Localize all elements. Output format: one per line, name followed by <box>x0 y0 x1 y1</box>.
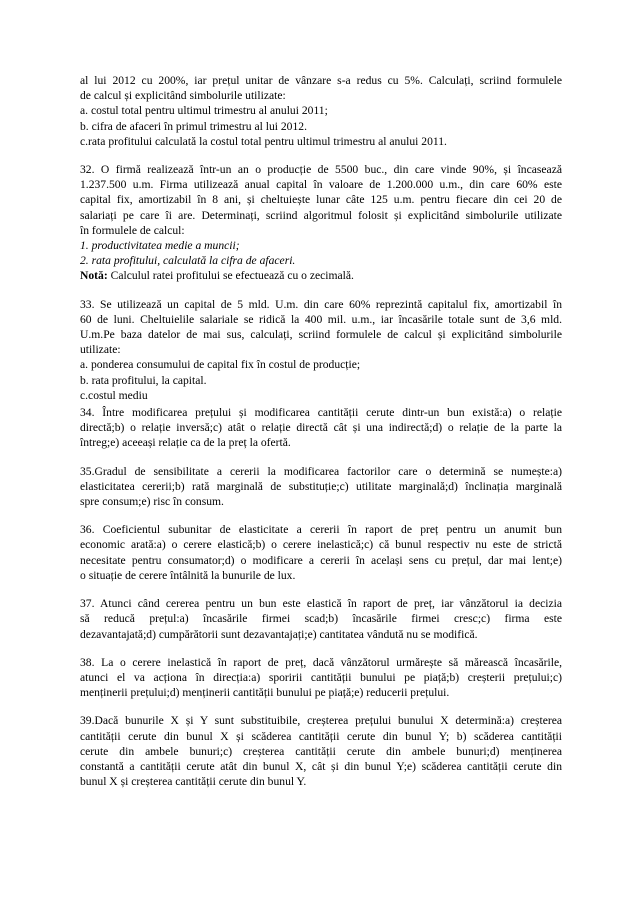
text-line: 36. Coeficientul subunitar de elasticitate a cererii în raport de preț pentru un anumit bun <box>80 523 562 537</box>
text-line: b. rata profitului, la capital. <box>80 373 207 387</box>
text-line: 60 de luni. Cheltuielile salariale se ridică la 400 mil. u.m., iar încasările totale sunt de 3,6 mld. <box>80 312 562 326</box>
text-line: 38. La o cerere inelastică în raport de preț, dacă vânzătorul urmărește să mărească încasările, <box>80 655 562 669</box>
text-line: o situație de cerere întâlnită la bunurile de lux. <box>80 568 296 582</box>
question-32-item-1: 1. productivitatea medie a muncii; <box>80 239 240 253</box>
question-33 <box>80 297 562 403</box>
text-line: c.costul mediu <box>80 388 148 402</box>
text-line: salariați pe care îi are. Determinați, scriind algoritmul folosit și explicitând simbolurile utilizate <box>80 208 562 222</box>
question-39 <box>80 713 562 789</box>
text-line: să reducă prețul:a) încasările firmei scad;b) încasările firmei cresc;c) firma este <box>80 612 562 626</box>
text-line: utilizate: <box>80 343 121 357</box>
text-line: în formulele de calcul: <box>80 223 185 237</box>
text-line: economic arată:a) o cerere elastică;b) o cerere inelastică;c) că bunul respectiv nu este de strictă <box>80 538 562 552</box>
text-line: c.rata profitului calculată la costul total pentru ultimul trimestru al anului 2011. <box>80 134 447 148</box>
text-line: bunul X și creșterea cantității cerute din bunul Y. <box>80 775 307 789</box>
text-line: constantă a cantității cerute atât din bunul X, cât și din bunul Y;e) scăderea cantității cerute din <box>80 759 562 773</box>
question-36 <box>80 522 562 583</box>
note-text: Calculul ratei profitului se efectuează cu o zecimală. <box>107 269 354 283</box>
text-line: capital fix, amortizabil în 8 ani, și cheltuiește lunar câte 125 u.m. pentru fiecare din cei 20 de <box>80 193 562 207</box>
text-line: atunci el va acționa în direcția:a) sporirii cantității bunului pe piață;b) creșterii prețului;c) <box>80 670 562 684</box>
text-line: cantității cerute din bunul X și scăderea cantității cerute din bunul Y; b) scăderea cantității <box>80 729 562 743</box>
text-line: U.m.Pe baza datelor de mai sus, calculați, scriind formulele de calcul și explicitând simbolurile <box>80 328 562 342</box>
text-line: b. cifra de afaceri în primul trimestru al lui 2012. <box>80 119 307 133</box>
text-line: de calcul și explicitând simbolurile utilizate: <box>80 89 286 103</box>
text-line: elasticitatea cererii;b) rată marginală de substituție;c) utilitate marginală;d) înclinația marginală <box>80 479 562 493</box>
text-line: 37. Atunci când cererea pentru un bun este elastică în raport de preț, iar vânzătorul ia decizia <box>80 597 562 611</box>
question-35 <box>80 464 562 510</box>
text-line: al lui 2012 cu 200%, iar prețul unitar de vânzare s-a redus cu 5%. Calculați, scriind formulele <box>80 74 562 87</box>
text-line: necesitate pentru consumator;d) o modificare a cererii în același sens cu prețul, dar mai lent;e) <box>80 553 562 567</box>
text-line: cerute din ambele bunuri;c) creșterea cantității cerute din ambele bunuri;d) menținerea <box>80 744 562 758</box>
text-line: 39.Dacă bunurile X și Y sunt substituibile, creșterea prețului bunului X determină:a) creșterea <box>80 714 562 728</box>
text-line: 33. Se utilizează un capital de 5 mld. U.m. din care 60% reprezintă capitalul fix, amortizabil în <box>80 297 562 311</box>
question-34 <box>80 405 562 451</box>
intro-paragraph <box>80 73 562 149</box>
text-line: menținerii prețului;d) menținerii cantității bunului pe piață;e) reducerii prețului. <box>80 686 450 700</box>
text-line: 35.Gradul de sensibilitate a cererii la modificarea factorilor care o determină se numește:a) <box>80 464 562 478</box>
question-32 <box>80 162 562 284</box>
text-line: a. ponderea consumului de capital fix în costul de producție; <box>80 358 361 372</box>
document-page <box>80 73 562 789</box>
text-line: spre consum;e) risc în consum. <box>80 495 224 509</box>
text-line: 1.237.500 u.m. Firma utilizează anual capital în valoare de 1.200.000 u.m., din care 60% este <box>80 178 562 192</box>
question-32-note <box>80 268 562 283</box>
question-37 <box>80 596 562 642</box>
text-line: 34. Între modificarea prețului și modificarea cantității cerute dintr-un bun există:a) o relație <box>80 406 562 420</box>
text-line: dezavantajată;d) cumpărătorii sunt dezavantajați;e) cantitatea vândută nu se modifică. <box>80 627 478 641</box>
text-line: a. costul total pentru ultimul trimestru al anului 2011; <box>80 104 328 118</box>
question-32-item-2: 2. rata profitului, calculată la cifra de afaceri. <box>80 254 296 268</box>
text-line: 32. O firmă realizează într-un an o producție de 5500 buc., din care vinde 90%, și încasează <box>80 163 562 177</box>
text-line: directă;b) o relație inversă;c) atât o relație directă cât și una indirectă;d) o relație de la parte la <box>80 421 562 435</box>
note-label: Notă: <box>80 269 108 283</box>
text-line: întreg;e) aceeași relație ca de la preț la ofertă. <box>80 436 291 450</box>
question-38 <box>80 655 562 701</box>
